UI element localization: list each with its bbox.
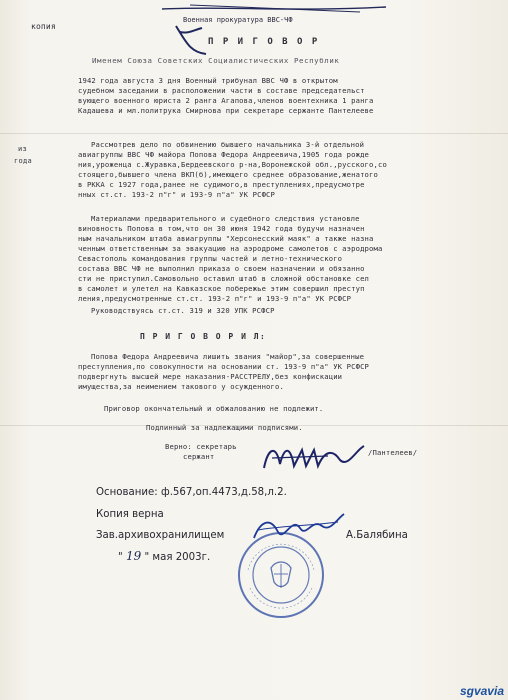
prosecutor-stamp: Военная прокуратура ВВС-ЧФ bbox=[183, 16, 293, 24]
text-line: Попова Федора Андреевича лишить звания "майор",за совершенные bbox=[91, 352, 365, 361]
date-rest: " мая 2003г. bbox=[144, 552, 211, 563]
archive-date bbox=[118, 549, 210, 563]
text-line: 1942 года августа 3 дня Военный трибунал ВВС ЧФ в открытом bbox=[78, 76, 338, 85]
text-line: Севастополь командования группы частей и летно-технического bbox=[78, 254, 343, 263]
text-line: стоящего,бывшего члена ВКП(б),имеющего среднее образование,женатого bbox=[78, 170, 378, 179]
date-day: 19 bbox=[125, 549, 142, 563]
archive-head-title: Зав.архивохранилищем bbox=[96, 530, 225, 541]
text-line: Рассмотрев дело по обвинению бывшего начальника 3-й отдельной bbox=[91, 140, 365, 149]
text-line: Материалами предварительного и судебного следствия установле bbox=[91, 214, 360, 223]
margin-note: года bbox=[14, 157, 33, 165]
text-line: подвергнуть высшей мере наказания-РАССТРЕЛУ,без конфискации bbox=[78, 372, 343, 381]
text-line: в самолет и улетел на Кавказское побережье этим совершил преступ bbox=[78, 284, 365, 293]
text-line: состава ВВС ЧФ не выполнил приказа о своем назначении и обязанно bbox=[78, 264, 365, 273]
sentenced-heading: П Р И Г О В О Р И Л: bbox=[140, 332, 267, 341]
text-line: преступления,по совокупности на основании ст. 193-9 п"а" УК РСФСР bbox=[78, 362, 370, 371]
archive-copy-true: Копия верна bbox=[96, 509, 164, 520]
guided-line: Руководствуясь ст.ст. 319 и 320 УПК РСФСР bbox=[91, 306, 275, 315]
date-quote: " bbox=[118, 552, 123, 563]
copy-label: копия bbox=[31, 22, 56, 31]
document-subtitle: Именем Союза Советских Социалистических Республик bbox=[92, 56, 340, 65]
margin-note: из bbox=[18, 145, 28, 153]
archive-basis: Основание: ф.567,оп.4473,д.58,л.2. bbox=[96, 487, 287, 498]
document-title: П Р И Г О В О Р bbox=[208, 37, 320, 47]
text-line: авиагруппы ВВС ЧФ майора Попова Федора Андреевича,1905 года рожде bbox=[78, 150, 370, 159]
text-line: нных ст.ст. 193-2 п"г" и 193-9 п"а" УК РСФСР bbox=[78, 190, 275, 199]
text-line: имущества,за неимением такового у осужденного. bbox=[78, 382, 284, 391]
true-label: Верно: секретарь bbox=[165, 442, 237, 451]
text-line: ченным ответственным за эвакуацию на аэродроме самолетов с аэродрома bbox=[78, 244, 383, 253]
crossed-out-header bbox=[160, 2, 390, 16]
fold-line bbox=[0, 133, 508, 134]
watermark-logo: sgvavia bbox=[459, 684, 504, 698]
text-line: виновность Попова в том,что он 30 июня 1942 года будучи назначен bbox=[78, 224, 365, 233]
text-line: ления,предусмотренные ст.ст. 193-2 п"г" и 193-9 п"а" УК РСФСР bbox=[78, 294, 352, 303]
text-line: ния,уроженца с.Журавка,Бердеевского р-на,Воронежской обл.,русского,со bbox=[78, 160, 387, 169]
text-line: судебном заседании в расположении части в составе председательст bbox=[78, 86, 365, 95]
signed-note: Подлинный за надлежащими подписями. bbox=[146, 423, 303, 432]
handwritten-mark bbox=[172, 22, 212, 58]
text-line: Кадашева и мл.политрука Смирнова при секретаре сержанте Пантелееве bbox=[78, 106, 374, 115]
text-line: сти не приступил.Самовольно оставил штаб в сложной обстановке сел bbox=[78, 274, 370, 283]
surname-label: /Пантелеев/ bbox=[368, 448, 418, 457]
text-line: ным начальником штаба авиагруппы "Херсонесский маяк" а также назна bbox=[78, 234, 374, 243]
final-note: Приговор окончательный и обжалованию не подлежит. bbox=[104, 404, 324, 413]
text-line: вующего военного юриста 2 ранга Агапова,членов воентехника 1 ранга bbox=[78, 96, 374, 105]
rank-label: сержант bbox=[183, 452, 215, 461]
text-line: в РККА с 1927 года,ранее не судимого,в преступлениях,предусмотре bbox=[78, 180, 365, 189]
archive-head-name: А.Балябина bbox=[346, 530, 408, 541]
